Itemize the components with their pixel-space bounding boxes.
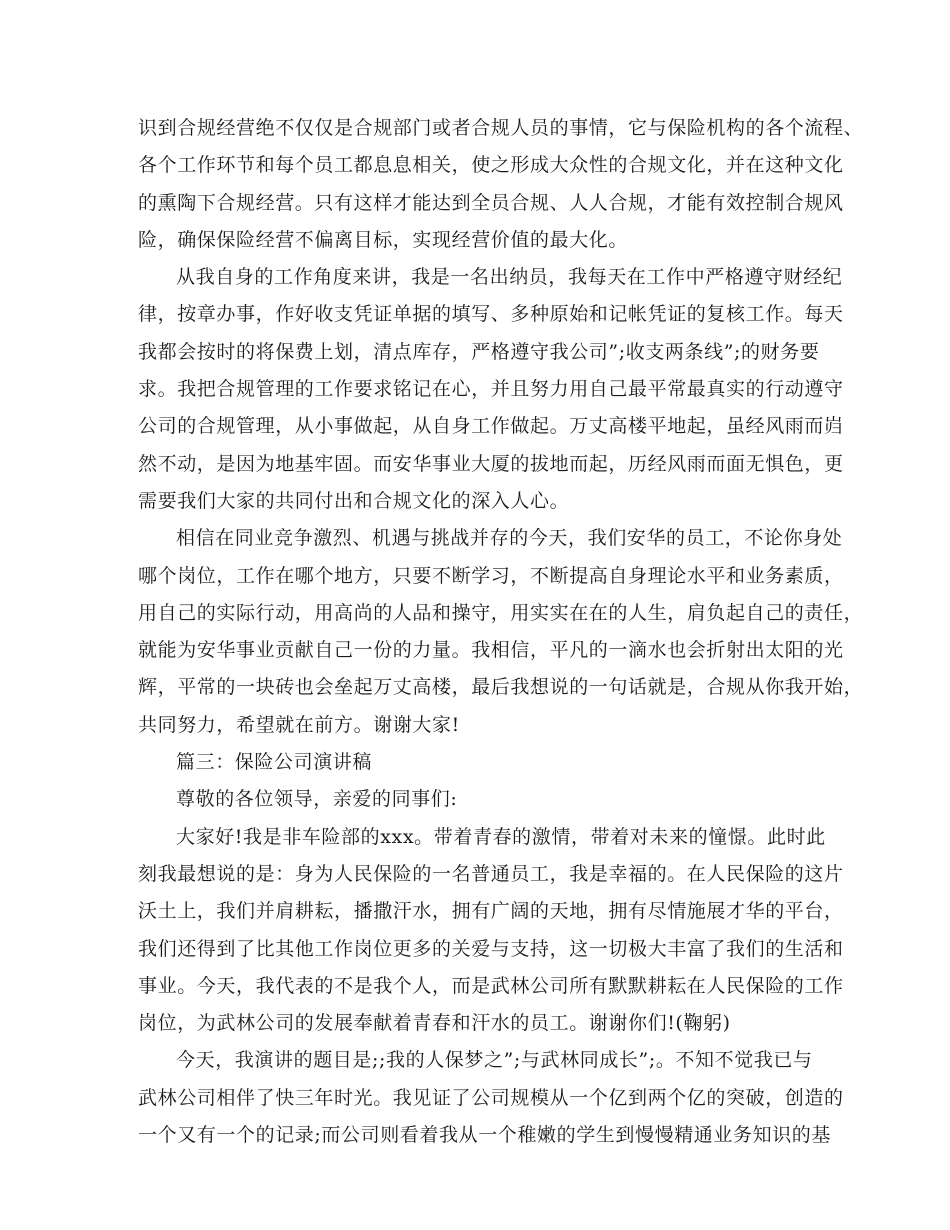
text-line: 相信在同业竞争激烈、机遇与挑战并存的今天，我们安华的员工，不论你身处 <box>176 527 843 550</box>
text-line: 大家好!我是非车险部的xxx。带着青春的激情，带着对未来的憧憬。此时此 <box>176 825 826 848</box>
text-line: 律，按章办事，作好收支凭证单据的填写、多种原始和记帐凭证的复核工作。每天 <box>138 303 844 326</box>
text-line: 险，确保保险经营不偏离目标，实现经营价值的最大化。 <box>138 228 629 251</box>
text-line: 篇三：保险公司演讲稿 <box>176 751 373 774</box>
document-body <box>138 110 864 1154</box>
text-line: 就能为安华事业贡献自己一份的力量。我相信，平凡的一滴水也会折射出太阳的光 <box>138 639 844 662</box>
text-line: 各个工作环节和每个员工都息息相关，使之形成大众性的合规文化，并在这种文化 <box>138 154 844 177</box>
text-line: 辉，平常的一块砖也会垒起万丈高楼，最后我想说的一句话就是，合规从你我开始， <box>138 676 864 699</box>
text-line: 求。我把合规管理的工作要求铭记在心，并且努力用自己最平常最真实的行动遵守 <box>138 378 844 401</box>
text-line: 公司的合规管理，从小事做起，从自身工作做起。万丈高楼平地起，虽经风雨而岿 <box>138 415 844 438</box>
text-line: 的熏陶下合规经营。只有这样才能达到全员合规、人人合规，才能有效控制合规风 <box>138 191 844 214</box>
text-line: 然不动，是因为地基牢固。而安华事业大厦的拔地而起，历经风雨而面无惧色，更 <box>138 452 844 475</box>
text-line: 用自己的实际行动，用高尚的人品和操守，用实实在在的人生，肩负起自己的责任， <box>138 601 864 624</box>
text-line: 我们还得到了比其他工作岗位更多的关爱与支持，这一切极大丰富了我们的生活和 <box>138 937 844 960</box>
text-line: 事业。今天，我代表的不是我个人，而是武林公司所有默默耕耘在人民保险的工作 <box>138 974 844 997</box>
text-line: 需要我们大家的共同付出和合规文化的深入人心。 <box>138 489 570 512</box>
text-line: 武林公司相伴了快三年时光。我见证了公司规模从一个亿到两个亿的突破，创造的 <box>138 1086 844 1109</box>
text-line: 从我自身的工作角度来讲，我是一名出纳员，我每天在工作中严格遵守财经纪 <box>176 266 843 289</box>
text-line: 尊敬的各位领导，亲爱的同事们: <box>176 788 458 811</box>
text-line: 识到合规经营绝不仅仅是合规部门或者合规人员的事情，它与保险机构的各个流程、 <box>138 117 864 139</box>
text-line: 一个又有一个的记录;而公司则看着我从一个稚嫩的学生到慢慢精通业务知识的基 <box>138 1124 832 1147</box>
text-line: 我都会按时的将保费上划，清点库存，严格遵守我公司”;收支两条线”;的财务要 <box>138 340 820 363</box>
text-line: 岗位，为武林公司的发展奉献着青春和汗水的员工。谢谢你们!(鞠躬) <box>138 1012 731 1035</box>
text-line: 共同努力，希望就在前方。谢谢大家! <box>138 713 460 736</box>
text-line: 今天，我演讲的题目是;;我的人保梦之”;与武林同成长”;。不知不觉我已与 <box>176 1049 813 1072</box>
text-line: 哪个岗位，工作在哪个地方，只要不断学习，不断提高自身理论水平和业务素质， <box>138 564 844 587</box>
text-line: 沃土上，我们并肩耕耘，播撒汗水，拥有广阔的天地，拥有尽情施展才华的平台， <box>138 900 844 923</box>
text-line: 刻我最想说的是：身为人民保险的一名普通员工，我是幸福的。在人民保险的这片 <box>138 862 844 885</box>
